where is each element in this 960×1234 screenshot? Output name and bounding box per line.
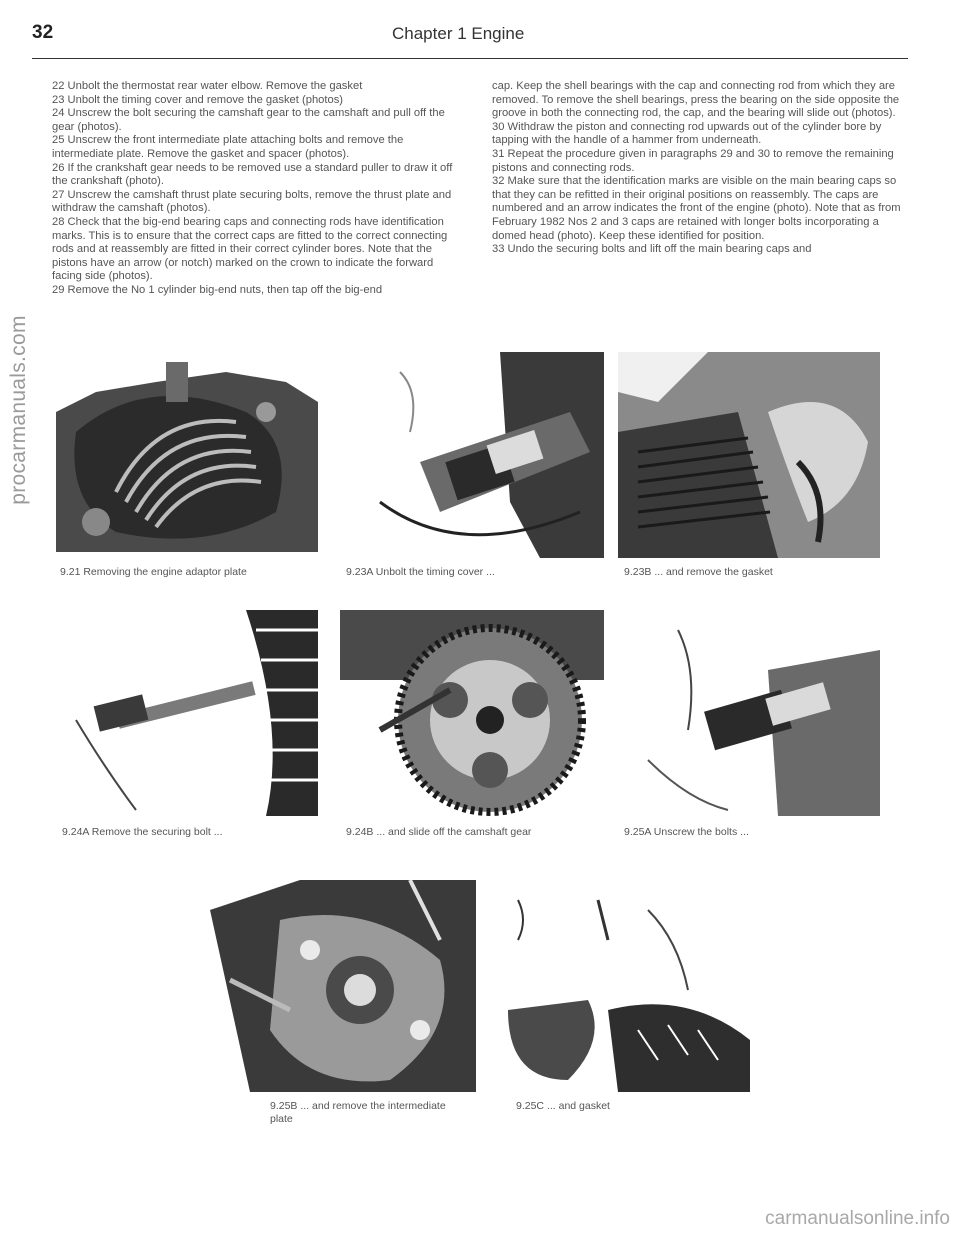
paragraph-30: 30 Withdraw the piston and connecting rod upwards out of the cylinder bore by tapping with the handle of a hammer from underneath. <box>492 120 882 147</box>
paragraph-29-cont: cap. Keep the shell bearings with the cap and connecting rod from which they are removed. To remove the shell bearings, press the bearing on the side opposite the groove in both the connecting rod, the cap, and the bearing will slide out (photos). <box>492 80 900 120</box>
page-number: 32 <box>32 22 54 43</box>
photo-9-23b <box>618 352 880 558</box>
caption-9-25c: 9.25C ... and gasket <box>516 1100 610 1112</box>
paragraph-31: 31 Repeat the procedure given in paragraphs 29 and 30 to remove the remaining pistons and connecting rods. <box>492 147 894 174</box>
caption-9-25b: 9.25B ... and remove the intermediate plate <box>270 1100 446 1125</box>
paragraph-32: 32 Make sure that the identification marks are visible on the main bearing caps so that they can be refitted in their original positions on reassembly. The caps are numbered and an arrow indicates the front of the engine (photo). Note that as from February 1982 Nos 2 and 3 caps are retained with longer bolts incorporating a domed head (photo). Keep these identified for position. <box>492 175 901 242</box>
side-watermark-text: procarmanuals.com <box>7 315 30 505</box>
caption-9-21: 9.21 Removing the engine adaptor plate <box>60 566 247 578</box>
side-watermark <box>2 0 36 1234</box>
caption-9-24a: 9.24A Remove the securing bolt ... <box>62 826 223 838</box>
caption-9-23a: 9.23A Unbolt the timing cover ... <box>346 566 495 578</box>
paragraph-22: 22 Unbolt the thermostat rear water elbow. Remove the gasket <box>52 80 363 92</box>
paragraph-25: 25 Unscrew the front intermediate plate attaching bolts and remove the intermediate plate. Remove the gasket and spacer (photos). <box>52 134 404 160</box>
footer-watermark: carmanualsonline.info <box>765 1208 950 1229</box>
paragraph-23: 23 Unbolt the timing cover and remove the gasket (photos) <box>52 93 344 106</box>
paragraph-24: 24 Unscrew the bolt securing the camshaft gear to the camshaft and pull off the gear (photos). <box>52 107 445 133</box>
photo-9-25a <box>618 610 880 816</box>
caption-9-25a: 9.25A Unscrew the bolts ... <box>624 826 749 838</box>
chapter-title: Chapter 1 Engine <box>392 24 525 43</box>
page-header <box>32 18 908 59</box>
paragraph-29: 29 Remove the No 1 cylinder big-end nuts, then tap off the big-end <box>52 283 383 296</box>
caption-9-24b: 9.24B ... and slide off the camshaft gear <box>346 826 532 838</box>
photo-9-23a <box>340 352 604 558</box>
caption-9-23b: 9.23B ... and remove the gasket <box>624 566 773 578</box>
photo-9-24b <box>340 610 604 820</box>
photo-9-25b <box>210 880 476 1092</box>
left-text-column <box>52 80 466 298</box>
paragraph-27: 27 Unscrew the camshaft thrust plate securing bolts, remove the thrust plate and withdraw the camshaft (photos). <box>52 188 452 215</box>
paragraph-26: 26 If the crankshaft gear needs to be removed use a standard puller to draw it off the crankshaft (photo). <box>52 161 453 188</box>
right-text-column <box>492 80 912 257</box>
paragraph-28: 28 Check that the big-end bearing caps and connecting rods have identification marks. This is to ensure that the correct caps are fitted to the correct connecting rods and at reassembly are fitted in their correct cylinder bores. Note that the pistons have an arrow (or notch) marked on the crown to indicate the forward facing side (photos). <box>52 215 448 283</box>
paragraph-33: 33 Undo the securing bolts and lift off the main bearing caps and <box>492 243 812 256</box>
photo-9-25c <box>488 880 750 1092</box>
photo-9-21 <box>56 352 318 552</box>
photo-9-24a <box>56 610 318 816</box>
